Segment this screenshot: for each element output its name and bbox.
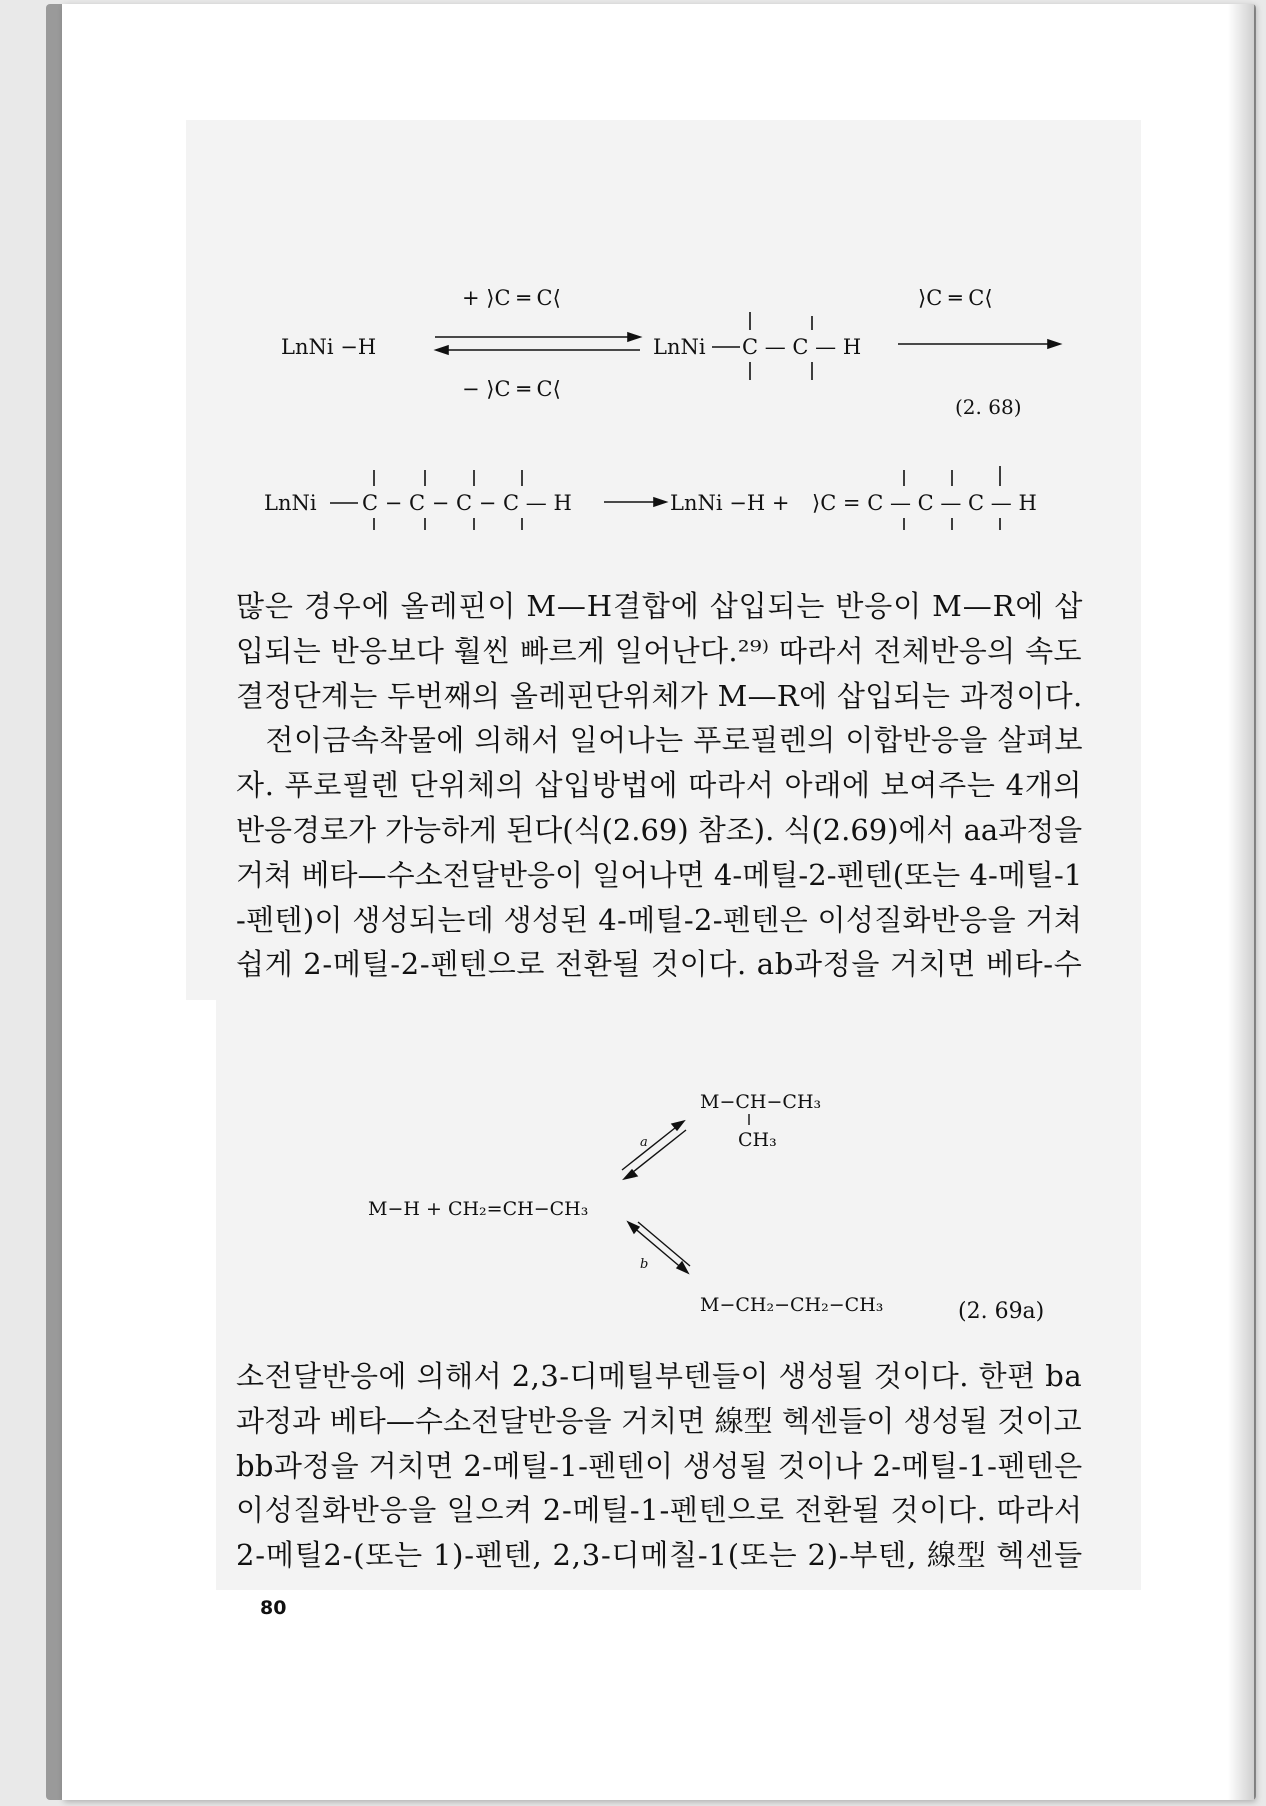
eq68-intermediate-chain: C — C — H: [742, 335, 862, 359]
eq69-lower-product: M−CH₂−CH₂−CH₃: [700, 1294, 884, 1316]
paragraph-line: 이성질화반응을 일으켜 2-메틸-1-펜텐으로 전환될 것이다. 따라서: [236, 1493, 1083, 1528]
paragraph-line: 자. 푸로필렌 단위체의 삽입방법에 따라서 아래에 보여주는 4개의: [236, 768, 1083, 803]
paragraph-line: 거쳐 베타—수소전달반응이 일어나면 4-메틸-2-펜텐(또는 4-메틸-1: [236, 857, 1083, 892]
paragraph-line: 소전달반응에 의해서 2,3-디메틸부텐들이 생성될 것이다. 한편 ba: [236, 1359, 1083, 1393]
page-number: 80: [260, 1597, 287, 1619]
paragraph-line: 반응경로가 가능하게 된다(식(2.69) 참조). 식(2.69)에서 aa과정을: [236, 812, 1083, 847]
eq68-second-condition: ⟩C ═ C⟨: [918, 286, 993, 310]
eq68-line2-product: ⟩C = C — C — C — H: [812, 491, 1037, 515]
eq68-line2-reactant: LnNi: [264, 491, 317, 515]
eq68-line2-product-catalyst: LnNi −H +: [670, 491, 790, 515]
paragraph-line: bb과정을 거치면 2-메틸-1-펜텐이 생성될 것이나 2-메틸-1-펜텐은: [236, 1448, 1083, 1483]
eq69-reactant: M−H + CH₂=CH−CH₃: [368, 1198, 589, 1220]
eq69-upper-equilibrium-arrows: [622, 1121, 686, 1179]
eq69-arrow-a-label: a: [640, 1135, 648, 1150]
paragraph-line: 입되는 반응보다 훨씬 빠르게 일어난다.²⁹⁾ 따라서 전체반응의 속도: [236, 633, 1082, 668]
paragraph-line: -펜텐)이 생성되는데 생성된 4-메틸-2-펜텐은 이성질화반응을 거쳐: [236, 902, 1083, 937]
paragraph-2: [236, 1354, 1082, 1578]
paragraph-line: 많은 경우에 올레핀이 M—H결합에 삽입되는 반응이 M—R에 삽: [236, 589, 1084, 623]
eq69-upper-product: M−CH−CH₃: [700, 1091, 822, 1113]
paragraph-line: 결정단계는 두번째의 올레핀단위체가 M—R에 삽입되는 과정이다.: [236, 678, 1083, 713]
eq69-number: (2. 69a): [958, 1299, 1045, 1324]
eq69-arrow-b-label: b: [640, 1257, 649, 1272]
eq68-line2-chain: C − C − C − C — H: [362, 491, 572, 515]
paragraph-line: 쉽게 2-메틸-2-펜텐으로 전환될 것이다. ab과정을 거치면 베타-수: [236, 947, 1083, 982]
eq68-number: (2. 68): [955, 395, 1022, 419]
eq69-lower-equilibrium-arrows: [628, 1222, 690, 1273]
paragraph-line: 2-메틸2-(또는 1)-펜텐, 2,3-디메칠-1(또는 2)-부텐, 線型 헥센들: [236, 1538, 1083, 1573]
eq68-intermediate-label: LnNi: [653, 335, 706, 359]
paragraph-line: 전이금속착물에 의해서 일어나는 푸로필렌의 이합반응을 살펴보: [236, 723, 1083, 758]
eq69-upper-branch: CH₃: [738, 1129, 777, 1151]
eq68-reverse-condition: − ⟩C ═ C⟨: [462, 377, 561, 401]
eq68-forward-condition: + ⟩C ═ C⟨: [462, 286, 561, 310]
paragraph-line: 과정과 베타—수소전달반응을 거치면 線型 헥센들이 생성될 것이고: [236, 1403, 1082, 1438]
eq68-reactant: LnNi −H: [281, 335, 377, 359]
